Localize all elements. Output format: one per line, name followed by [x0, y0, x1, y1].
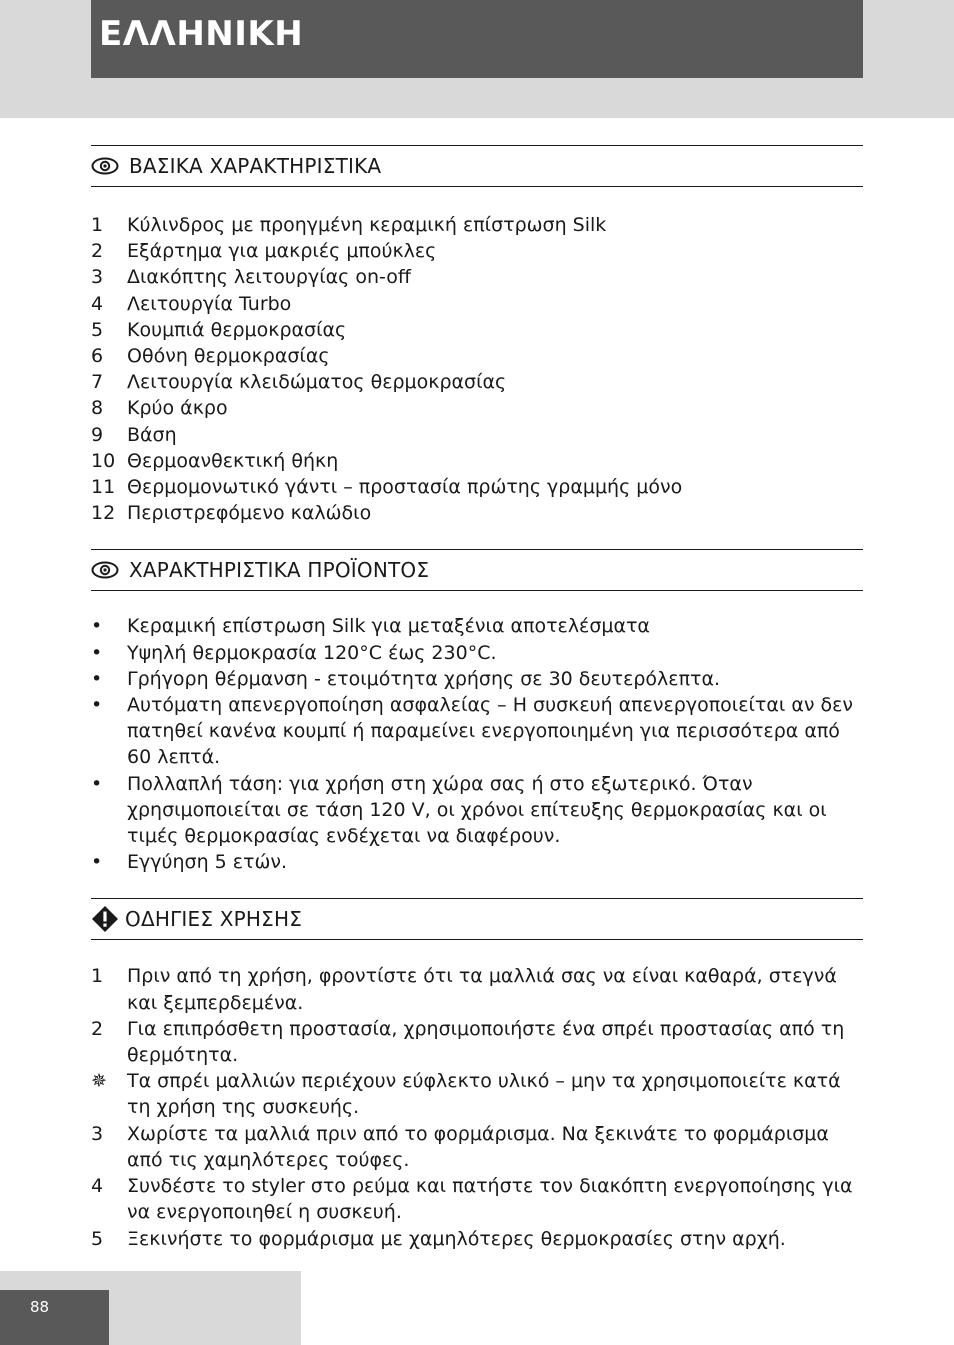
list-item — [91, 238, 863, 264]
item-number: 10 — [91, 449, 116, 472]
page-number-tab — [0, 1290, 109, 1345]
bullet-marker: • — [91, 694, 103, 717]
item-text: Θερμοανθεκτική θήκη — [127, 449, 339, 472]
item-text: Διακόπτης λειτουργίας on-off — [127, 266, 411, 289]
list-item — [91, 849, 863, 875]
section-heading-product-features — [91, 549, 863, 591]
item-number: 3 — [91, 1122, 104, 1145]
item-text: Για επιπρόσθετη προστασία, χρησιμοποιήστε ένα σπρέι προστασίας από τη θερμότητα. — [127, 1017, 845, 1067]
bullet-marker: • — [91, 772, 103, 795]
item-text: Θερμομονωτικό γάντι – προστασία πρώτης γραμμής μόνο — [127, 476, 683, 499]
item-text: Βάση — [127, 423, 177, 446]
list-item — [91, 692, 863, 771]
item-text: Ξεκινήστε το φορμάρισμα με χαμηλότερες θερμοκρασίες στην αρχή. — [127, 1227, 786, 1250]
item-text: Πολλαπλή τάση: για χρήση στη χώρα σας ή στο εξωτερικό. Όταν χρησιμοποιείται σε τάση 120 V, οι χρόνοι επίτευξης θερμοκρασίας και οι τιμές θερμοκρασίας ενδέχεται να διαφέρουν. — [127, 772, 827, 848]
item-number: 8 — [91, 397, 104, 420]
warning-icon — [91, 905, 119, 933]
item-text: Πριν από τη χρήση, φροντίστε ότι τα μαλλιά σας να είναι καθαρά, στεγνά και ξεμπερδεμένα. — [127, 965, 837, 1014]
page-title: ΕΛΛΗΝΙΚΗ — [99, 14, 304, 54]
item-text: Υψηλή θερμοκρασία 120°C έως 230°C. — [127, 641, 497, 664]
item-number: 4 — [91, 1175, 104, 1198]
instruction-list — [91, 963, 863, 1251]
item-number: 6 — [91, 345, 104, 368]
section-heading-text: ΒΑΣΙΚΑ ΧΑΡΑΚΤΗΡΙΣΤΙΚΑ — [129, 154, 382, 178]
item-text: Αυτόματη απενεργοποίηση ασφαλείας – Η συσκευή απενεργοποιείται αν δεν πατηθεί κανένα κουμπί ή παραμείνει ενεργοποιημένη για περισσότερα από 60 λεπτά. — [127, 694, 854, 769]
item-text: Χωρίστε τα μαλλιά πριν από το φορμάρισμα. Να ξεκινάτε το φορμάρισμα από τις χαμηλότερες τούφες. — [127, 1122, 829, 1171]
list-item — [91, 343, 863, 369]
title-bar — [91, 0, 863, 78]
list-item — [91, 771, 863, 850]
list-item — [91, 369, 863, 395]
list-item — [91, 1226, 863, 1252]
list-item — [91, 1016, 863, 1068]
feature-list — [91, 212, 863, 526]
item-text: Κύλινδρος με προηγμένη κεραμική επίστρωση Silk — [127, 214, 607, 236]
list-item — [91, 264, 863, 290]
item-number: 3 — [91, 266, 104, 289]
item-number: 5 — [91, 318, 104, 341]
list-item — [91, 212, 863, 238]
item-number: 9 — [91, 423, 104, 446]
list-item — [91, 613, 863, 639]
item-text: Εξάρτημα για μακριές μπούκλες — [127, 240, 437, 263]
item-text: Λειτουργία κλειδώματος θερμοκρασίας — [127, 371, 507, 394]
eye-icon — [91, 157, 119, 175]
page-number: 88 — [30, 1298, 50, 1316]
list-item — [91, 448, 863, 474]
list-item — [91, 666, 863, 692]
product-feature-list — [91, 613, 863, 875]
item-text: Περιστρεφόμενο καλώδιο — [127, 502, 372, 525]
item-text: Οθόνη θερμοκρασίας — [127, 345, 330, 368]
item-number: 5 — [91, 1227, 104, 1250]
item-number: 11 — [91, 476, 116, 499]
section-heading-text: ΧΑΡΑΚΤΗΡΙΣΤΙΚΑ ΠΡΟΪΟΝΤΟΣ — [129, 558, 430, 583]
bullet-marker: • — [91, 641, 103, 664]
item-number: 12 — [91, 502, 116, 525]
item-number: 2 — [91, 1017, 104, 1040]
item-text: Συνδέστε το styler στο ρεύμα και πατήστε τον διακόπτη ενεργοποίησης για να ενεργοποιηθεί η συσκευή. — [127, 1175, 853, 1224]
item-text: Γρήγορη θέρμανση - ετοιμότητα χρήσης σε 30 δευτερόλεπτα. — [127, 667, 721, 690]
item-number: 4 — [91, 292, 104, 315]
section-heading-instructions — [91, 898, 863, 940]
caution-star-icon: ✵ — [91, 1070, 107, 1093]
bullet-marker: • — [91, 615, 103, 638]
list-item — [91, 1121, 863, 1173]
section-heading-basic-features — [91, 145, 863, 187]
item-text: Κρύο άκρο — [127, 397, 228, 420]
list-item — [91, 395, 863, 421]
item-text: Κεραμική επίστρωση Silk για μεταξένια αποτελέσματα — [127, 615, 650, 638]
item-number: 1 — [91, 965, 104, 988]
item-text: Κουμπιά θερμοκρασίας — [127, 318, 347, 341]
list-item — [91, 291, 863, 317]
eye-icon — [91, 561, 119, 579]
list-item — [91, 1173, 863, 1225]
item-text: Λειτουργία Turbo — [127, 292, 292, 315]
page-content — [91, 145, 863, 1252]
list-item — [91, 1068, 863, 1120]
list-item — [91, 640, 863, 666]
list-item — [91, 963, 863, 1015]
item-text: Τα σπρέι μαλλιών περιέχουν εύφλεκτο υλικό – μην τα χρησιμοποιείτε κατά τη χρήση της συσκευής. — [127, 1070, 841, 1119]
bullet-marker: • — [91, 851, 103, 874]
list-item — [91, 500, 863, 526]
item-number: 2 — [91, 240, 104, 263]
item-number: 7 — [91, 371, 104, 394]
section-heading-text: ΟΔΗΓΙΕΣ ΧΡΗΣΗΣ — [125, 907, 303, 932]
list-item — [91, 422, 863, 448]
list-item — [91, 317, 863, 343]
item-text: Εγγύηση 5 ετών. — [127, 851, 288, 874]
bullet-marker: • — [91, 667, 103, 690]
list-item — [91, 474, 863, 500]
item-number: 1 — [91, 214, 104, 236]
